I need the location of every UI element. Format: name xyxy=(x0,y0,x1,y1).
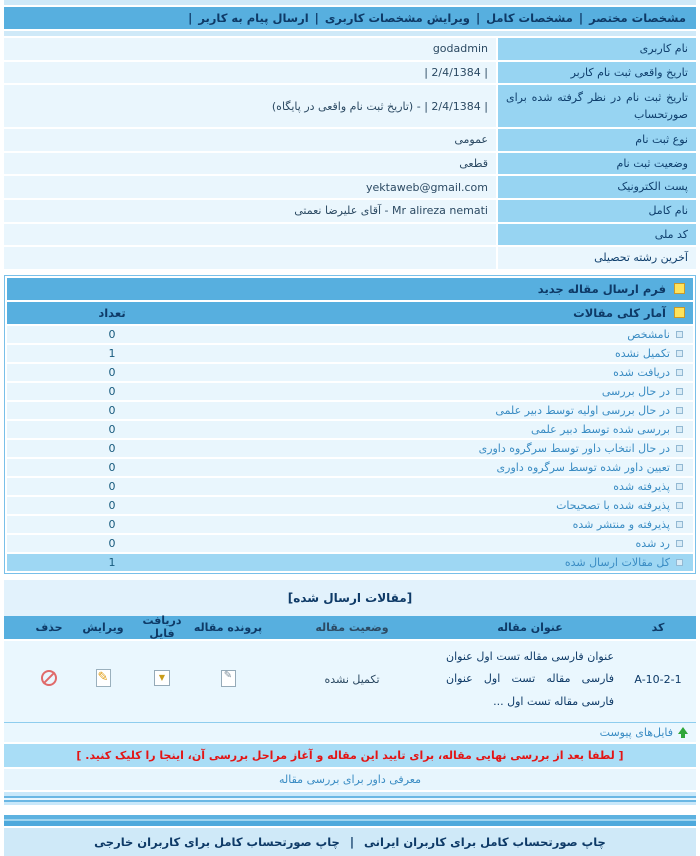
profile-row xyxy=(4,176,696,198)
stats-row-label[interactable]: بررسی شده توسط دبیر علمی xyxy=(530,422,670,436)
yellow-square-icon xyxy=(674,307,685,318)
decorative-band xyxy=(4,815,696,826)
column-header-file: پرونده مقاله xyxy=(193,620,263,634)
profile-row-label: نام کاربری xyxy=(498,38,696,60)
stats-rows xyxy=(7,326,693,571)
profile-row-label: تاریخ واقعی ثبت نام کاربر xyxy=(498,62,696,84)
small-square-icon xyxy=(676,483,683,490)
small-square-icon xyxy=(676,331,683,338)
profile-row-value: عمومی xyxy=(4,129,496,151)
profile-row xyxy=(4,153,696,175)
stats-row-count: 0 xyxy=(108,422,116,436)
stats-header-label: آمار کلی مقالات xyxy=(573,305,666,320)
profile-row-label: آخرین رشته تحصیلی xyxy=(498,247,696,269)
profile-row-label: پست الکترونیک xyxy=(498,176,696,198)
profile-row-label: تاریخ ثبت نام در نظر گرفته شده برای صورتحساب xyxy=(498,85,696,127)
profile-row-value: | 2/4/1384 | - (تاریخ ثبت نام واقعی در پایگاه) xyxy=(4,85,496,127)
article-title: عنوان فارسی مقاله تست اول عنوان فارسی مقاله تست اول عنوان فارسی مقاله تست اول ... xyxy=(446,649,614,708)
profile-row xyxy=(4,200,696,222)
pencil-icon[interactable] xyxy=(96,669,111,687)
stats-row-count: 0 xyxy=(108,479,116,493)
prohibition-icon[interactable] xyxy=(41,670,57,686)
stats-row xyxy=(7,459,693,476)
profile-row-label: نوع ثبت نام xyxy=(498,129,696,151)
print-invoice-iranian-link[interactable]: چاپ صورتحساب کامل برای کاربران ایرانی xyxy=(364,835,606,850)
stats-row-label[interactable]: پذیرفته شده با تصحیحات xyxy=(556,498,670,512)
profile-row xyxy=(4,62,696,84)
down-arrow-box-icon[interactable] xyxy=(154,670,170,686)
stats-row-label[interactable]: در حال بررسی xyxy=(601,384,670,398)
article-status: تکمیل نشده xyxy=(324,673,380,687)
profile-row-value xyxy=(4,247,496,269)
yellow-square-icon xyxy=(674,283,685,294)
stats-row-label[interactable]: کل مقالات ارسال شده xyxy=(564,555,670,569)
profile-row xyxy=(4,38,696,60)
new-article-form-link[interactable]: فرم ارسال مقاله جدید xyxy=(537,281,666,296)
stats-row-label[interactable]: در حال بررسی اولیه توسط دبیر علمی xyxy=(495,403,670,417)
attachments-link-label: فایل‌های پیوست xyxy=(599,726,673,740)
stats-row xyxy=(7,516,693,533)
stats-row xyxy=(7,535,693,552)
stats-row xyxy=(7,364,693,381)
confirm-article-notice-link[interactable]: [ لطفا بعد از بررسی نهایی مقاله، برای تایید این مقاله و آغاز مراحل بررسی آن، اینجا را کلیک کنید. ] xyxy=(4,744,696,767)
small-square-icon xyxy=(676,350,683,357)
column-header-title: عنوان مقاله xyxy=(497,620,563,634)
article-table-row xyxy=(4,641,696,724)
stats-row-count: 1 xyxy=(108,346,116,360)
stats-count-header: تعداد xyxy=(98,305,126,320)
stats-row-label[interactable]: رد شده xyxy=(635,536,670,550)
stats-row xyxy=(7,478,693,495)
print-invoice-foreign-link[interactable]: چاپ صورتحساب کامل برای کاربران خارجی xyxy=(94,835,340,850)
menu-item-brief-profile[interactable]: مشخصات مختصر xyxy=(589,11,686,25)
stats-row-count: 0 xyxy=(108,536,116,550)
menu-item-edit-profile[interactable]: ویرایش مشخصات کاربری xyxy=(324,11,470,25)
stats-header-row xyxy=(7,302,693,324)
small-square-icon xyxy=(676,388,683,395)
stats-row xyxy=(7,421,693,438)
stats-row-count: 0 xyxy=(108,517,116,531)
menu-item-full-profile[interactable]: مشخصات کامل xyxy=(486,11,573,25)
profile-row-value: قطعی xyxy=(4,153,496,175)
small-square-icon xyxy=(676,369,683,376)
small-square-icon xyxy=(676,502,683,509)
stats-row-count: 0 xyxy=(108,327,116,341)
stats-row-label[interactable]: نامشخص xyxy=(627,327,670,341)
small-square-icon xyxy=(676,540,683,547)
top-menu-bar xyxy=(4,7,696,29)
stats-row xyxy=(7,383,693,400)
articles-table-header xyxy=(4,616,696,639)
stats-row-label[interactable]: پذیرفته شده xyxy=(613,479,670,493)
small-square-icon xyxy=(676,521,683,528)
stats-row-count: 0 xyxy=(108,460,116,474)
small-square-icon xyxy=(676,464,683,471)
green-up-arrow-icon xyxy=(678,727,688,738)
menu-separator: | xyxy=(578,11,584,25)
stats-row-count: 0 xyxy=(108,441,116,455)
stats-row xyxy=(7,345,693,362)
small-square-icon xyxy=(676,407,683,414)
column-header-status: وضعیت مقاله xyxy=(315,620,389,634)
profile-row-value: godadmin xyxy=(4,38,496,60)
profile-row-label: کد ملی xyxy=(498,224,696,246)
stats-row-label[interactable]: در حال انتخاب داور توسط سرگروه داوری xyxy=(478,441,670,455)
stats-row-label[interactable]: تکمیل نشده xyxy=(614,346,670,360)
column-header-code: کد xyxy=(651,620,665,634)
article-stats-panel xyxy=(4,275,696,574)
article-code: A-10-2-1 xyxy=(634,673,682,687)
menu-separator: | xyxy=(475,11,481,25)
stats-row-count: 0 xyxy=(108,384,116,398)
stats-row xyxy=(7,440,693,457)
stats-row-count: 0 xyxy=(108,365,116,379)
stats-row xyxy=(7,402,693,419)
column-header-download: دریافت فایل xyxy=(142,614,182,641)
profile-row-value: Mr alireza nemati - آقای علیرضا نعمتی xyxy=(4,200,496,222)
column-header-delete: حذف xyxy=(35,620,63,634)
decorative-band xyxy=(4,792,696,805)
small-square-icon xyxy=(676,559,683,566)
stats-row xyxy=(7,554,693,571)
profile-row xyxy=(4,247,696,269)
submitted-articles-title: [مقالات ارسال شده] xyxy=(4,580,696,616)
user-profile-table xyxy=(4,38,696,269)
menu-separator: | xyxy=(314,11,319,25)
stats-row xyxy=(7,326,693,343)
profile-row-value xyxy=(4,224,496,246)
stats-row-count: 1 xyxy=(108,555,116,569)
profile-row-label: وضعیت ثبت نام xyxy=(498,153,696,175)
stats-row-label[interactable]: تعیین داور شده توسط سرگروه داوری xyxy=(496,460,670,474)
stats-row xyxy=(7,497,693,514)
menu-separator: | xyxy=(188,11,193,25)
profile-row xyxy=(4,85,696,127)
suggest-reviewer-link[interactable]: معرفی داور برای بررسی مقاله xyxy=(4,769,696,790)
column-header-edit: ویرایش xyxy=(82,620,124,634)
stats-row-label[interactable]: دریافت شده xyxy=(613,365,670,379)
profile-row xyxy=(4,224,696,246)
footer-bar xyxy=(4,828,696,856)
stats-row-count: 0 xyxy=(108,403,116,417)
note-pencil-icon[interactable] xyxy=(221,670,236,687)
profile-row xyxy=(4,129,696,151)
profile-row-value: | 2/4/1384 | xyxy=(4,62,496,84)
attachments-link-row[interactable] xyxy=(4,723,696,742)
profile-row-value: yektaweb@gmail.com xyxy=(4,176,496,198)
small-square-icon xyxy=(676,445,683,452)
small-square-icon xyxy=(676,426,683,433)
menu-item-send-message[interactable]: ارسال پیام به کاربر xyxy=(198,11,309,25)
divider-strip xyxy=(4,31,696,36)
profile-row-label: نام کامل xyxy=(498,200,696,222)
stats-row-count: 0 xyxy=(108,498,116,512)
footer-separator: | xyxy=(349,835,355,850)
stats-row-label[interactable]: پذیرفته و منتشر شده xyxy=(572,517,670,531)
new-article-form-row xyxy=(7,278,693,300)
